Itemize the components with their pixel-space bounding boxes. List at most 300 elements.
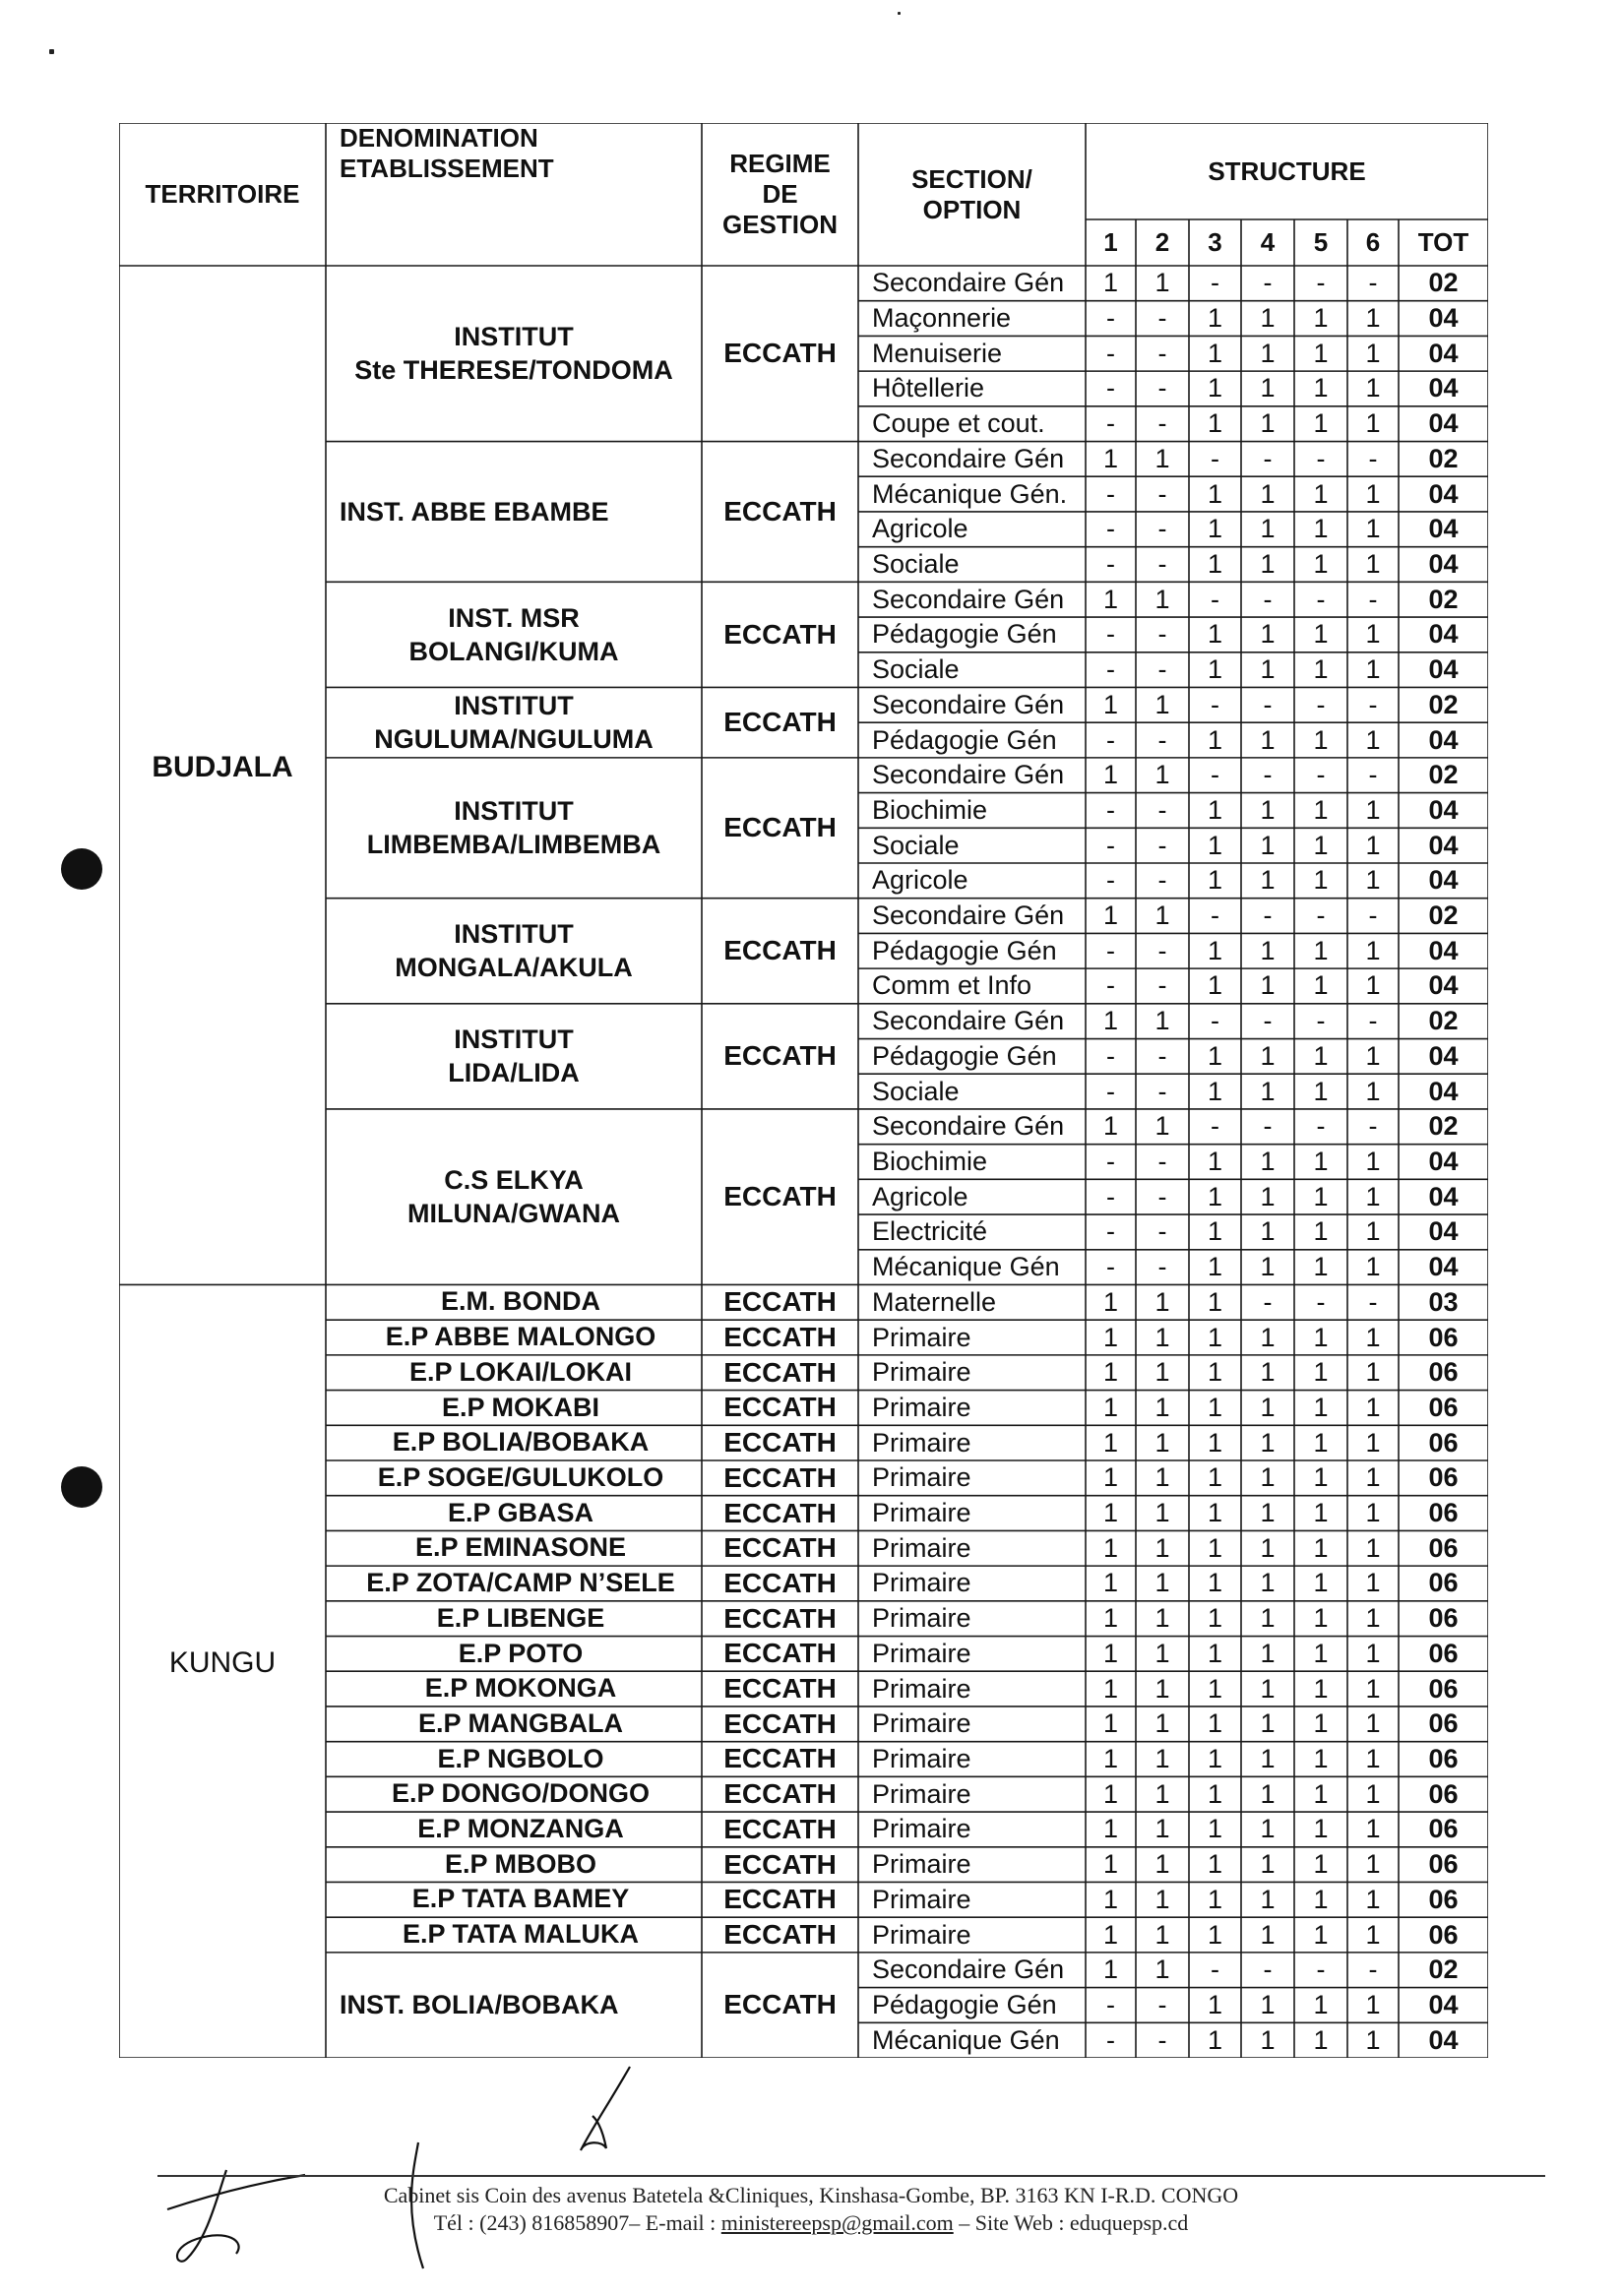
structure-cell-2: -: [1157, 338, 1167, 368]
structure-cell-3: 1: [1207, 654, 1223, 685]
structure-cell-2: 1: [1154, 689, 1170, 719]
structure-cell-4: 1: [1260, 1989, 1276, 2019]
structure-cell-5: 1: [1313, 1322, 1329, 1352]
structure-cell-5: 1: [1313, 478, 1329, 509]
structure-cell-3: 1: [1207, 1076, 1223, 1106]
structure-cell-6: -: [1368, 268, 1378, 298]
structure-cell-4: 1: [1260, 303, 1276, 334]
structure-cell-6: -: [1368, 1286, 1378, 1317]
school-name-line: INST. ABBE EBAMBE: [340, 496, 609, 527]
structure-cell-2: 1: [1154, 1849, 1170, 1880]
structure-cell-1: -: [1106, 1989, 1115, 2019]
structure-cell-2: -: [1157, 478, 1167, 509]
structure-cell-1: 1: [1102, 1603, 1119, 1634]
school-name-line: E.P MOKONGA: [424, 1673, 617, 1704]
structure-cell-2: -: [1157, 1989, 1167, 2019]
structure-total: 06: [1428, 1603, 1459, 1634]
structure-cell-5: 1: [1313, 1638, 1329, 1668]
section-option: Primaire: [872, 1498, 971, 1528]
structure-cell-3: 1: [1207, 1286, 1223, 1317]
structure-cell-5: -: [1316, 689, 1326, 719]
structure-cell-3: 1: [1207, 373, 1223, 403]
school-name: [326, 687, 702, 757]
footer-email-link[interactable]: ministereepsp@gmail.com: [720, 2210, 954, 2235]
structure-cell-2: -: [1157, 303, 1167, 334]
structure-cell-3: 1: [1207, 1603, 1223, 1634]
structure-cell-2: 1: [1154, 1462, 1170, 1493]
school-name-line: E.P SOGE/GULUKOLO: [377, 1462, 664, 1492]
structure-cell-5: 1: [1313, 619, 1329, 650]
structure-cell-4: -: [1263, 1111, 1273, 1142]
structure-cell-3: 1: [1207, 1778, 1223, 1809]
structure-cell-4: 1: [1260, 1673, 1276, 1704]
structure-cell-2: -: [1157, 654, 1167, 685]
structure-cell-6: 1: [1365, 1778, 1381, 1809]
school-name: [326, 1284, 702, 1320]
structure-cell-4: 1: [1260, 1181, 1276, 1211]
structure-cell-2: 1: [1154, 1532, 1170, 1563]
structure-cell-6: 1: [1365, 724, 1381, 755]
school-name-line: E.M. BONDA: [441, 1286, 600, 1317]
structure-cell-2: -: [1157, 373, 1167, 403]
structure-cell-4: -: [1263, 900, 1273, 931]
school-name: [326, 899, 702, 1004]
structure-cell-5: 1: [1313, 865, 1329, 896]
structure-cell-1: 1: [1102, 760, 1119, 790]
structure-cell-2: -: [1157, 830, 1167, 860]
structure-total: 06: [1428, 1743, 1459, 1773]
school-name-line: E.P LIBENGE: [436, 1602, 605, 1633]
section-option: Secondaire Gén: [872, 760, 1065, 790]
structure-cell-3: 1: [1207, 303, 1223, 334]
structure-cell-6: 1: [1365, 1216, 1381, 1247]
structure-cell-5: 1: [1313, 1146, 1329, 1176]
school-name: [326, 266, 702, 442]
structure-cell-3: -: [1211, 1111, 1219, 1142]
school-name: [326, 1601, 702, 1637]
structure-cell-4: 1: [1260, 2024, 1276, 2055]
regime-gestion: ECCATH: [723, 1707, 837, 1739]
structure-cell-6: 1: [1365, 1603, 1381, 1634]
structure-total: 06: [1428, 1673, 1459, 1704]
structure-cell-2: -: [1157, 514, 1167, 544]
regime-gestion: ECCATH: [723, 707, 837, 738]
structure-cell-2: 1: [1154, 1884, 1170, 1914]
structure-cell-6: 1: [1365, 548, 1381, 579]
section-option: Mécanique Gén.: [872, 478, 1068, 509]
school-name-line: E.P DONGO/DONGO: [391, 1778, 651, 1809]
school-name: [326, 1671, 702, 1706]
structure-cell-2: 1: [1154, 1392, 1170, 1422]
structure-cell-3: 1: [1207, 1673, 1223, 1704]
header-territoire: TERRITOIRE: [145, 179, 300, 209]
structure-total: 04: [1428, 478, 1459, 509]
structure-cell-5: 1: [1313, 970, 1329, 1001]
structure-cell-2: -: [1157, 935, 1167, 965]
school-name: [326, 1847, 702, 1883]
structure-total: 02: [1428, 1955, 1459, 1985]
regime-gestion: ECCATH: [723, 1567, 837, 1598]
school-name-line: E.P MONZANGA: [417, 1814, 624, 1844]
structure-total: 04: [1428, 935, 1459, 965]
structure-cell-2: 1: [1154, 584, 1170, 614]
structure-total: 04: [1428, 514, 1459, 544]
structure-cell-6: 1: [1365, 338, 1381, 368]
structure-cell-6: 1: [1365, 1322, 1381, 1352]
structure-cell-6: 1: [1365, 1427, 1381, 1458]
regime-gestion: ECCATH: [723, 1989, 837, 2020]
section-option: Primaire: [872, 1743, 971, 1773]
structure-cell-3: 1: [1207, 865, 1223, 896]
structure-cell-2: 1: [1154, 760, 1170, 790]
structure-cell-4: -: [1263, 443, 1273, 473]
structure-cell-1: -: [1106, 338, 1115, 368]
regime-gestion: ECCATH: [723, 1602, 837, 1634]
structure-cell-6: 1: [1365, 619, 1381, 650]
section-option: Primaire: [872, 1568, 971, 1598]
structure-cell-4: 1: [1260, 1814, 1276, 1844]
section-option: Pédagogie Gén: [872, 1040, 1057, 1071]
section-option: Secondaire Gén: [872, 900, 1065, 931]
section-option: Pédagogie Gén: [872, 935, 1057, 965]
structure-total: 04: [1428, 408, 1459, 439]
regime-gestion: ECCATH: [723, 1638, 837, 1669]
structure-total: 06: [1428, 1778, 1459, 1809]
structure-cell-1: -: [1106, 1252, 1115, 1282]
school-name-line: E.P TATA MALUKA: [403, 1919, 639, 1950]
structure-cell-4: 1: [1260, 373, 1276, 403]
structure-cell-5: 1: [1313, 654, 1329, 685]
school-name: [326, 1776, 702, 1812]
structure-cell-4: 1: [1260, 724, 1276, 755]
structure-cell-2: 1: [1154, 1778, 1170, 1809]
structure-cell-1: -: [1106, 2024, 1115, 2055]
school-name-line: E.P NGBOLO: [437, 1743, 604, 1773]
structure-cell-1: 1: [1102, 1919, 1119, 1950]
structure-cell-2: -: [1157, 724, 1167, 755]
section-option: Biochimie: [872, 794, 988, 825]
structure-cell-5: 1: [1313, 1462, 1329, 1493]
structure-cell-6: 1: [1365, 1638, 1381, 1668]
school-name: [326, 1917, 702, 1953]
structure-cell-2: 1: [1154, 1603, 1170, 1634]
structure-cell-3: 1: [1207, 338, 1223, 368]
structure-total: 04: [1428, 303, 1459, 334]
header-regime-line1: REGIME: [729, 149, 831, 178]
structure-cell-5: 1: [1313, 935, 1329, 965]
structure-cell-4: 1: [1260, 935, 1276, 965]
structure-cell-3: -: [1211, 268, 1219, 298]
section-option: Primaire: [872, 1638, 971, 1668]
structure-cell-4: 1: [1260, 1076, 1276, 1106]
structure-total: 04: [1428, 865, 1459, 896]
structure-cell-1: 1: [1102, 1322, 1119, 1352]
section-option: Maçonnerie: [872, 303, 1012, 334]
structure-cell-4: -: [1263, 584, 1273, 614]
structure-total: 02: [1428, 1006, 1459, 1036]
section-option: Maternelle: [872, 1286, 997, 1317]
structure-cell-1: -: [1106, 1216, 1115, 1247]
structure-cell-1: -: [1106, 548, 1115, 579]
structure-total: 04: [1428, 1216, 1459, 1247]
structure-cell-1: -: [1106, 935, 1115, 965]
header-regime-line2: DE: [762, 179, 798, 209]
structure-cell-3: 1: [1207, 2024, 1223, 2055]
regime-gestion: ECCATH: [723, 1040, 837, 1072]
structure-cell-2: 1: [1154, 1743, 1170, 1773]
structure-cell-6: 1: [1365, 1989, 1381, 2019]
structure-cell-5: 1: [1313, 1989, 1329, 2019]
structure-total: 04: [1428, 654, 1459, 685]
structure-cell-4: -: [1263, 1955, 1273, 1985]
header-structure: STRUCTURE: [1208, 155, 1366, 186]
regime-gestion: ECCATH: [723, 618, 837, 650]
structure-cell-1: 1: [1102, 1708, 1119, 1739]
structure-total: 04: [1428, 2024, 1459, 2055]
structure-cell-1: 1: [1102, 1006, 1119, 1036]
structure-cell-6: -: [1368, 1955, 1378, 1985]
structure-cell-2: 1: [1154, 1498, 1170, 1528]
regime-gestion: ECCATH: [723, 1181, 837, 1212]
structure-cell-5: -: [1316, 760, 1326, 790]
structure-cell-2: 1: [1154, 1708, 1170, 1739]
structure-cell-3: 1: [1207, 1357, 1223, 1388]
section-option: Primaire: [872, 1532, 971, 1563]
school-name-line: NGULUMA/NGULUMA: [374, 724, 654, 755]
structure-cell-5: 1: [1313, 1498, 1329, 1528]
structure-cell-6: 1: [1365, 865, 1381, 896]
initial-mark: [571, 2062, 650, 2160]
structure-cell-5: 1: [1313, 724, 1329, 755]
section-option: Primaire: [872, 1603, 971, 1634]
section-option: Secondaire Gén: [872, 689, 1065, 719]
regime-gestion: ECCATH: [723, 1427, 837, 1458]
structure-cell-6: 1: [1365, 303, 1381, 334]
structure-total: 06: [1428, 1392, 1459, 1422]
structure-total: 06: [1428, 1814, 1459, 1844]
section-option: Menuiserie: [872, 338, 1003, 368]
structure-cell-3: 1: [1207, 1638, 1223, 1668]
structure-cell-3: 1: [1207, 1427, 1223, 1458]
structure-col-2: 2: [1154, 227, 1170, 257]
structure-cell-5: 1: [1313, 1673, 1329, 1704]
structure-cell-1: 1: [1102, 268, 1119, 298]
structure-cell-6: -: [1368, 1111, 1378, 1142]
structure-cell-6: 1: [1365, 1919, 1381, 1950]
footer-site: – Site Web : eduquepsp.cd: [953, 2210, 1189, 2235]
structure-cell-4: 1: [1260, 1568, 1276, 1598]
school-name-line: E.P ABBE MALONGO: [385, 1322, 656, 1352]
structure-cell-3: -: [1211, 689, 1219, 719]
structure-total: 04: [1428, 548, 1459, 579]
school-name: [326, 1953, 702, 2058]
structure-total: 06: [1428, 1357, 1459, 1388]
header-denomination: [326, 123, 702, 266]
structure-cell-6: 1: [1365, 794, 1381, 825]
structure-total: 02: [1428, 584, 1459, 614]
structure-cell-3: -: [1211, 584, 1219, 614]
structure-total: 06: [1428, 1849, 1459, 1880]
section-option: Sociale: [872, 654, 960, 685]
structure-cell-4: -: [1263, 1006, 1273, 1036]
structure-cell-4: -: [1263, 760, 1273, 790]
structure-cell-4: 1: [1260, 1357, 1276, 1388]
structure-total: 02: [1428, 443, 1459, 473]
structure-col-4: 4: [1260, 227, 1276, 257]
school-name: [326, 1109, 702, 1285]
structure-cell-3: 1: [1207, 1040, 1223, 1071]
section-option: Coupe et cout.: [872, 408, 1045, 439]
structure-cell-1: 1: [1102, 1849, 1119, 1880]
structure-cell-6: 1: [1365, 373, 1381, 403]
structure-cell-1: -: [1106, 830, 1115, 860]
structure-cell-4: 1: [1260, 1392, 1276, 1422]
school-name: [326, 1812, 702, 1847]
structure-cell-6: 1: [1365, 1498, 1381, 1528]
structure-col-5: 5: [1313, 227, 1329, 257]
structure-cell-2: 1: [1154, 268, 1170, 298]
school-name: [326, 442, 702, 583]
structure-cell-4: 1: [1260, 1884, 1276, 1914]
structure-cell-1: -: [1106, 970, 1115, 1001]
section-option: Primaire: [872, 1673, 971, 1704]
structure-col-6: 6: [1365, 227, 1381, 257]
structure-cell-3: 1: [1207, 970, 1223, 1001]
structure-cell-4: 1: [1260, 865, 1276, 896]
structure-cell-5: 1: [1313, 1603, 1329, 1634]
structure-cell-2: 1: [1154, 443, 1170, 473]
structure-cell-4: 1: [1260, 1778, 1276, 1809]
structure-cell-1: 1: [1102, 1532, 1119, 1563]
structure-cell-1: 1: [1102, 1778, 1119, 1809]
speck-2: [898, 12, 901, 15]
school-name: [326, 582, 702, 687]
structure-col-TOT: TOT: [1417, 227, 1469, 257]
section-option: Primaire: [872, 1884, 971, 1914]
header-regime: [702, 123, 858, 266]
structure-cell-1: -: [1106, 619, 1115, 650]
structure-cell-1: 1: [1102, 1498, 1119, 1528]
structure-cell-4: 1: [1260, 1216, 1276, 1247]
structure-cell-1: 1: [1102, 1392, 1119, 1422]
structure-cell-2: -: [1157, 970, 1167, 1001]
structure-cell-3: 1: [1207, 724, 1223, 755]
structure-cell-2: 1: [1154, 900, 1170, 931]
structure-cell-2: -: [1157, 1146, 1167, 1176]
regime-gestion: ECCATH: [723, 1813, 837, 1844]
structure-cell-6: 1: [1365, 935, 1381, 965]
structure-cell-5: 1: [1313, 1040, 1329, 1071]
regime-gestion: ECCATH: [723, 1286, 837, 1318]
section-option: Mécanique Gén: [872, 1252, 1060, 1282]
structure-cell-4: 1: [1260, 1603, 1276, 1634]
structure-cell-6: 1: [1365, 1252, 1381, 1282]
structure-cell-3: 1: [1207, 1322, 1223, 1352]
structure-cell-6: 1: [1365, 408, 1381, 439]
regime-gestion: ECCATH: [723, 1778, 837, 1810]
footer-address: Cabinet sis Coin des avenus Batetela &Cliniques, Kinshasa-Gombe, BP. 3163 KN I-R.D. CONGO: [383, 2183, 1239, 2207]
structure-cell-3: 1: [1207, 1252, 1223, 1282]
territory-budjala: BUDJALA: [152, 750, 293, 783]
school-name-line: INSTITUT: [454, 322, 574, 352]
structure-cell-5: 1: [1313, 338, 1329, 368]
structure-total: 04: [1428, 1146, 1459, 1176]
section-option: Sociale: [872, 1076, 960, 1106]
structure-cell-2: -: [1157, 619, 1167, 650]
structure-total: 04: [1428, 338, 1459, 368]
structure-cell-4: 1: [1260, 1040, 1276, 1071]
footer-tel: Tél : (243) 816858907– E-mail :: [433, 2210, 721, 2235]
structure-total: 06: [1428, 1568, 1459, 1598]
structure-cell-3: 1: [1207, 1568, 1223, 1598]
section-option: Agricole: [872, 865, 968, 896]
structure-cell-6: -: [1368, 1006, 1378, 1036]
structure-cell-5: 1: [1313, 1076, 1329, 1106]
structure-cell-6: -: [1368, 760, 1378, 790]
structure-cell-2: 1: [1154, 1919, 1170, 1950]
structure-total: 04: [1428, 794, 1459, 825]
structure-cell-1: 1: [1102, 1814, 1119, 1844]
structure-cell-2: 1: [1154, 1111, 1170, 1142]
structure-cell-2: -: [1157, 408, 1167, 439]
structure-cell-1: 1: [1102, 1638, 1119, 1668]
structure-cell-5: 1: [1313, 1252, 1329, 1282]
structure-cell-1: -: [1106, 514, 1115, 544]
structure-cell-3: 1: [1207, 830, 1223, 860]
structure-cell-1: 1: [1102, 689, 1119, 719]
section-option: Pédagogie Gén: [872, 1989, 1057, 2019]
structure-cell-5: -: [1316, 584, 1326, 614]
structure-cell-1: 1: [1102, 900, 1119, 931]
structure-cell-6: 1: [1365, 1040, 1381, 1071]
structure-cell-6: 1: [1365, 478, 1381, 509]
structure-cell-4: 1: [1260, 1849, 1276, 1880]
structure-cell-6: 1: [1365, 1357, 1381, 1388]
structure-cell-5: 1: [1313, 303, 1329, 334]
structure-cell-4: 1: [1260, 1532, 1276, 1563]
structure-total: 04: [1428, 1076, 1459, 1106]
structure-cell-5: 1: [1313, 1216, 1329, 1247]
school-name: [326, 1530, 702, 1566]
school-name-line: INSTITUT: [454, 796, 574, 827]
section-option: Primaire: [872, 1849, 971, 1880]
structure-cell-3: 1: [1207, 1498, 1223, 1528]
section-option: Primaire: [872, 1427, 971, 1458]
structure-total: 06: [1428, 1322, 1459, 1352]
structure-cell-4: 1: [1260, 830, 1276, 860]
regime-gestion: ECCATH: [723, 1848, 837, 1880]
structure-cell-5: 1: [1313, 1708, 1329, 1739]
structure-cell-4: 1: [1260, 1638, 1276, 1668]
structure-cell-3: 1: [1207, 548, 1223, 579]
section-option: Agricole: [872, 1181, 968, 1211]
structure-cell-4: 1: [1260, 478, 1276, 509]
structure-col-1: 1: [1103, 227, 1118, 257]
structure-total: 06: [1428, 1638, 1459, 1668]
school-name: [326, 1320, 702, 1355]
structure-total: 02: [1428, 1111, 1459, 1142]
school-name-line: INSTITUT: [454, 1024, 574, 1055]
structure-cell-3: 1: [1207, 794, 1223, 825]
structure-cell-3: -: [1211, 443, 1219, 473]
structure-cell-6: 1: [1365, 1849, 1381, 1880]
structure-cell-3: 1: [1207, 935, 1223, 965]
structure-total: 04: [1428, 619, 1459, 650]
structure-cell-1: 1: [1102, 1884, 1119, 1914]
structure-cell-4: 1: [1260, 1427, 1276, 1458]
structure-cell-6: 1: [1365, 1884, 1381, 1914]
regime-gestion: ECCATH: [723, 812, 837, 843]
